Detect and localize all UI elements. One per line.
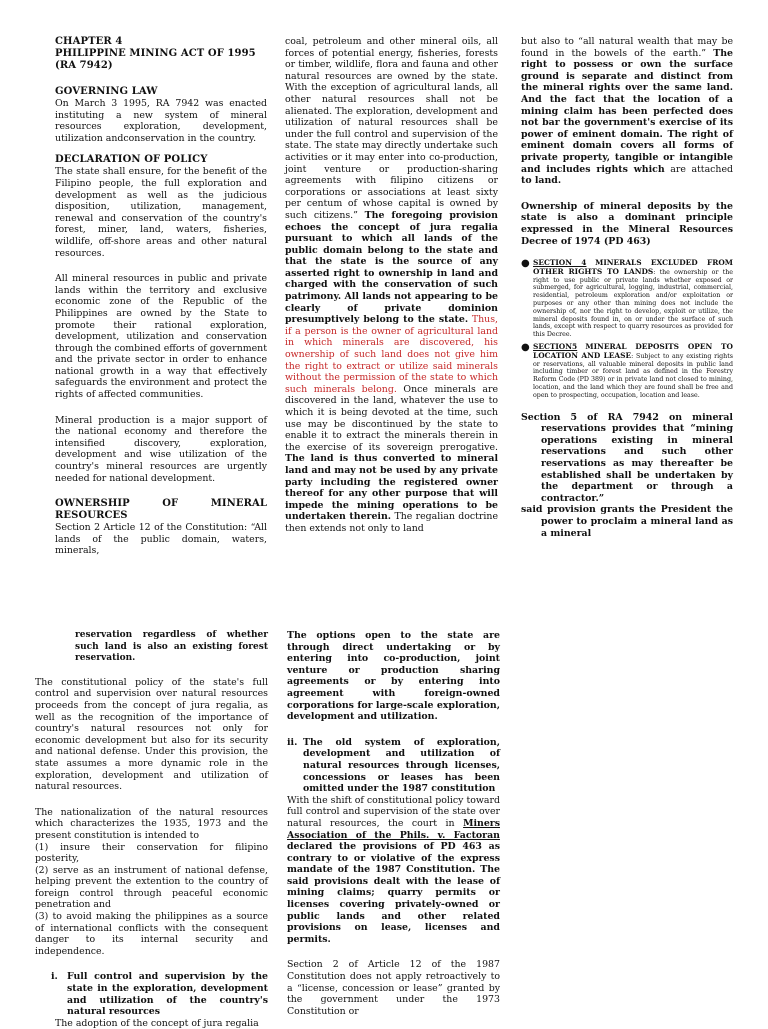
minerals-discovered-text: Once minerals are discovered in the land, whatever the use to which it is being devoted at the time, such use may be discontinued by the state to enable it to extract the minerals therein in the exercise of its sovereign prerogative.: [285, 383, 498, 453]
nationalization-paragraph: The nationalization of the natural resources which characterizes the 1935, 1973 and the present constitution is intended to: [35, 806, 268, 841]
surface-rights-bold: The right to possess or own the surface ground is separate and distinct from the mineral rights over the same land. And the fact that the location of a mining claim has been perfected does not bar the government's exercise of its power of eminent domain. The right of eminent domain covers all forms of private property, tangible or intangible and includes rights which: [521, 47, 733, 175]
ownership-paragraph: Section 2 Article 12 of the Constitution: “All lands of the public domain, waters, minerals,: [55, 522, 267, 557]
president-power-paragraph: said provision grants the President the power to proclaim a mineral land as a mineral: [521, 504, 733, 539]
surface-rights-paragraph: [521, 36, 733, 187]
bullet-dot-icon: ●: [521, 258, 530, 270]
case-name: Miners Association of the Phils. v. Factoran: [287, 817, 500, 841]
roman-item-ii-text: The old system of exploration, development and utilization of natural resources through licenses, concessions or leases has been omitted under the 1987 constitution: [303, 736, 500, 795]
constitutional-policy-paragraph: The constitutional policy of the state's full control and supervision over natural resources proceeds from the concept of jura regalia, as well as the recognition of the importance of country's natural resources not only for economic development but also for its security and national defense. Under this provision, the state assumes a more dynamic role in the exploration, development and utilization of natural resources.: [35, 676, 268, 793]
governing-law-text: On March 3 1995, RA 7942 was enacted instituting a new system of mineral resources exploration, development, utilization andconservation in the country.: [55, 98, 267, 144]
top-column-2: [285, 36, 498, 535]
pd463-ruling: declared the provisions of PD 463 as contrary to or violative of the express mandate of the 1987 Constitution. The said provisions dealt with the lease of mining claims; quarry permits or licenses covering privately-owned or public lands and other related provisions on lease, licenses and permits.: [287, 841, 500, 945]
jura-regalia-paragraph: [285, 36, 498, 535]
mineral-land-conversion: The land is thus converted to mineral land and may not be used by any private party including the registered owner thereof for any other purpose that will impede the mining operations to be undertaken therein.: [285, 453, 498, 523]
act-title: PHILIPPINE MINING ACT OF 1995: [55, 48, 256, 59]
bottom-column-2: [287, 630, 500, 1017]
mineral-reservations-quote: “mining operations existing in mineral reservations and such other reservations as may thereafter be established shall be undertaken by the department or through a contractor.”: [541, 423, 733, 504]
governing-law-heading: GOVERNING LAW: [55, 86, 158, 97]
policy-heading: DECLARATION OF POLICY: [55, 154, 208, 166]
purpose-item-1: (1) insure their conservation for filipino posterity,: [35, 841, 268, 865]
state-options-paragraph: The options open to the state are through direct undertaking or by entering into co-production, joint venture or production sharing agreements or by entering into agreement with foreign-owned corporations for large-scale exploration, development and utilization.: [287, 630, 500, 723]
policy-paragraph-1: The state shall ensure, for the benefit of the Filipino people, the full exploration and development as well as the judicious disposition, utilization, management, renewal and conservation of the country's forest, miner, land, waters, fisheries, wildlife, off-shore areas and other natural resources.: [55, 166, 267, 259]
reservation-continuation: reservation regardless of whether such land is also an existing forest reservation.: [75, 630, 268, 664]
top-column-3: [521, 36, 733, 539]
roman-item-ii-number: ii.: [287, 736, 298, 748]
act-number: (RA 7942): [55, 60, 113, 71]
policy-shift-text: With the shift of constitutional policy toward full control and supervision of the state over natural resources, the court in: [287, 794, 500, 829]
regalian-doctrine-text: The regalian doctrine then extends not only to land: [285, 511, 498, 534]
section-5-lead: MINERAL DEPOSITS OPEN TO LOCATION AND LEASE: [533, 342, 733, 360]
surface-rights-end: to land.: [521, 175, 562, 187]
top-column-1: [55, 36, 267, 557]
surface-rights-tail: are attached: [670, 163, 733, 175]
roman-item-i: [35, 971, 268, 1017]
roman-item-ii: [287, 737, 500, 795]
section-4-text: : the ownership or the right to use public or private lands whether exposed or submerged, for agricultural, logging, industrial, commercial, residential, petroleum exploration and/or exploitation or purposes or any other than mining does not include the ownership of, nor the right to develop, exploit or utilize, the mineral deposits found in, on or under the surface of such lands, except with respect to quarry resources as provided for this Decree.: [533, 268, 734, 339]
bullet-section-4: [521, 259, 733, 339]
section-4-label: SECTION 4: [533, 258, 587, 268]
policy-paragraph-3: Mineral production is a major support of the national economy and therefore the intensified discovery, exploration, development and wise utilization of the country's mineral resources are urgently needed for national development.: [55, 414, 267, 484]
section-5-text: : Subject to any existing rights or reservations, all valuable mineral deposits in public land including timber or forest land as defined in the Forestry Reform Code (PD 389) or in private land not closed to mining, location, and the land which they are found shall be free and open to prospecting, occupation, location and lease.: [533, 352, 734, 399]
chapter-heading: CHAPTER 4: [55, 36, 123, 47]
constitution-quote: coal, petroleum and other mineral oils, all forces of potential energy, fisheries, forests or timber, wildlife, flora and fauna and other natural resources are owned by the state. With the exception of agricultural lands, all other natural resources shall not be alienated. The exploration, development and utilization of natural resources shall be under the full control and supervision of the state. The state may directly undertake such activities or it may enter into co-production, joint venture or production-sharing agreements with filipino citizens or corporations or associations at least sixty per centum of whose capital is owned by such citizens.”: [285, 36, 498, 221]
mineral-reservations-intro: Section 5 of RA 7942 on mineral reservations provides that: [521, 411, 733, 435]
ownership-heading: OWNERSHIP OF MINERAL RESOURCES: [55, 498, 267, 522]
agricultural-land-note: Thus, if a person is the owner of agricultural land in which minerals are discovered, his ownership of such land does not give him the right to extract or utilize said minerals without the permission of the state to which such minerals belong.: [285, 314, 498, 395]
pd463-paragraph: Ownership of mineral deposits by the state is also a dominant principle expressed in the Mineral Resources Decree of 1974 (PD 463): [521, 200, 733, 247]
roman-item-i-number: i.: [51, 971, 58, 983]
bullet-section-5: [521, 343, 733, 400]
jura-regalia-adoption: The adoption of the concept of jura regalia: [55, 1017, 259, 1029]
section-5-label: SECTION5: [533, 342, 578, 352]
mineral-reservations-paragraph: [521, 412, 733, 505]
section-4-lead: MINERALS EXCLUDED FROM OTHER RIGHTS TO LANDS: [533, 258, 733, 276]
bullet-dot-icon: ●: [521, 342, 530, 354]
purpose-item-2: (2) serve as an instrument of national defense, helping prevent the extention to the country of foreign control through peaceful economic penetration and: [35, 864, 268, 911]
bottom-column-1: [35, 630, 268, 1029]
miners-association-paragraph: [287, 795, 500, 946]
purpose-item-3: (3) to avoid making the philippines as a source of international conflicts with the consequent danger to its internal security and independence.: [35, 911, 268, 957]
policy-paragraph-2: All mineral resources in public and private lands within the territory and exclusive economic zone of the Republic of the Philippines are owned by the State to promote their rational exploration, development, utilization and conservation through the combined efforts of government and the private sector in order to enhance national growth in a way that effectively safeguards the environment and protect the rights of affected communities.: [55, 273, 267, 401]
roman-item-i-text: Full control and supervision by the state in the exploration, development and utilization of the country's natural resources: [67, 971, 268, 1018]
retroactivity-paragraph: Section 2 of Article 12 of the 1987 Constitution does not apply retroactively to a “license, concession or lease” granted by the government under the 1973 Constitution or: [287, 959, 500, 1017]
jura-regalia-bold: The foregoing provision echoes the concept of jura regalia pursuant to which all lands of the public domain belong to the state and that the state is the source of any asserted right to ownership in land and charged with the conservation of such patrimony. All lands not appearing to be clearly of private dominion presumptively belong to the state.: [285, 209, 498, 326]
natural-wealth-text: but also to “all natural wealth that may be found in the bowels of the earth.”: [521, 36, 733, 59]
